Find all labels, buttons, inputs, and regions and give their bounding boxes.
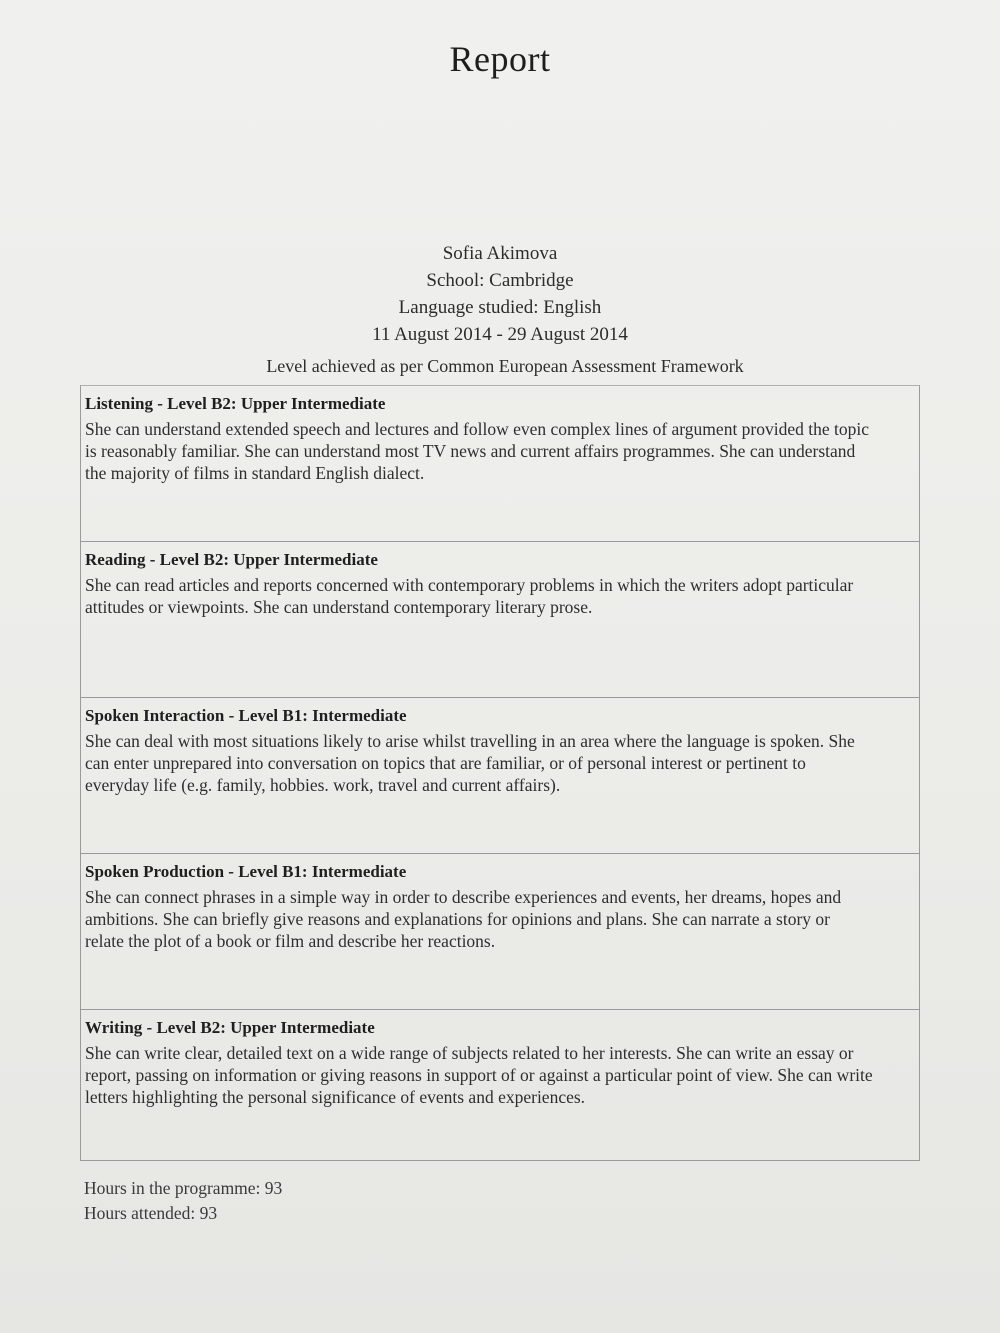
student-info bbox=[0, 240, 1000, 348]
skill-heading: Writing - Level B2: Upper Intermediate bbox=[85, 1018, 375, 1037]
student-name: Sofia Akimova bbox=[442, 243, 558, 264]
hours-programme: Hours in the programme: 93 bbox=[84, 1178, 283, 1198]
skill-description: She can understand extended speech and lectures and follow even complex lines of argument provided the topic is reasonably familiar. She can understand most TV news and current affairs programmes. She can understand the majority of films in standard English dialect. bbox=[85, 419, 870, 483]
skill-row-writing bbox=[81, 1010, 919, 1160]
skill-description: She can read articles and reports concerned with contemporary problems in which the writers adopt particular attitudes or viewpoints. She can understand contemporary literary prose. bbox=[85, 575, 854, 617]
skill-row-reading bbox=[81, 542, 919, 698]
assessment-table bbox=[80, 385, 920, 1161]
skill-heading: Listening - Level B2: Upper Intermediate bbox=[85, 394, 386, 413]
framework-note: Level achieved as per Common European Assessment Framework bbox=[266, 356, 744, 376]
skill-description: She can write clear, detailed text on a wide range of subjects related to her interests. She can write an essay or report, passing on information or giving reasons in support of or against a particular point of view. She can write letters highlighting the personal significance of events and experiences. bbox=[85, 1043, 873, 1107]
hours-attended: Hours attended: 93 bbox=[84, 1203, 218, 1223]
dates-line: 11 August 2014 - 29 August 2014 bbox=[372, 324, 628, 345]
page-title: Report bbox=[449, 39, 551, 79]
skill-description: She can connect phrases in a simple way in order to describe experiences and events, her dreams, hopes and ambitions. She can briefly give reasons and explanations for opinions and plans. She can narrate a story or relate the plot of a book or film and describe her reactions. bbox=[85, 887, 842, 951]
hours-summary bbox=[84, 1176, 282, 1226]
skill-row-listening bbox=[81, 386, 919, 542]
skill-row-spoken-production bbox=[81, 854, 919, 1010]
skill-heading: Spoken Interaction - Level B1: Intermediate bbox=[85, 706, 407, 725]
school-line: School: Cambridge bbox=[426, 270, 574, 291]
skill-heading: Reading - Level B2: Upper Intermediate bbox=[85, 550, 378, 569]
skill-description: She can deal with most situations likely to arise whilst travelling in an area where the language is spoken. She can enter unprepared into conversation on topics that are familiar, or of personal interest or pertinent to everyday life (e.g. family, hobbies. work, travel and current affairs). bbox=[85, 731, 855, 795]
skill-row-spoken-interaction bbox=[81, 698, 919, 854]
language-line: Language studied: English bbox=[398, 297, 602, 318]
skill-heading: Spoken Production - Level B1: Intermediate bbox=[85, 862, 407, 881]
